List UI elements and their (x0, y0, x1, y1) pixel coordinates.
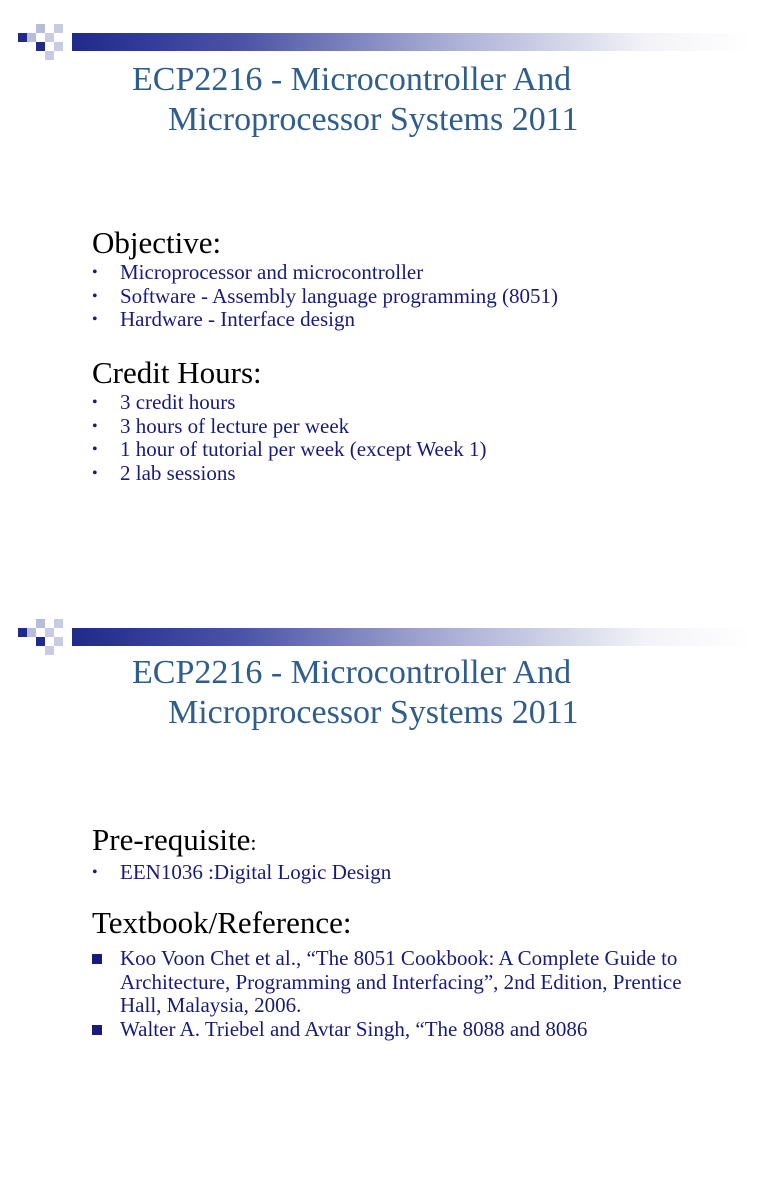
objective-list (92, 261, 732, 332)
slide-2 (0, 595, 768, 1190)
header-gradient-bar (72, 628, 752, 646)
prerequisite-list (92, 861, 732, 885)
list-item: • 2 lab sessions (92, 460, 236, 485)
header-squares (18, 22, 78, 66)
list-item: • 1 hour of tutorial per week (except Week 1) (92, 437, 487, 461)
title-line-1: ECP2216 - Microcontroller And (132, 654, 572, 691)
list-item: Walter A. Triebel and Avtar Singh, “The 8088 and 8086 (92, 1018, 722, 1042)
prerequisite-colon: : (250, 830, 257, 855)
header-gradient-bar (72, 33, 752, 51)
list-item: • Microprocessor and microcontroller (92, 260, 424, 284)
list-item: Koo Voon Chet et al., “The 8051 Cookbook: A Complete Guide to Architecture, Programming and Interfacing”, 2nd Edition, Prentice Hall, Malaysia, 2006. (92, 947, 722, 1018)
credit-hours-list (92, 391, 732, 485)
textbook-list (92, 947, 722, 1041)
prerequisite-heading: Pre-requisite: (92, 822, 257, 857)
bullet-icon: • (92, 287, 98, 305)
bullet-icon: • (92, 464, 98, 482)
header-squares (18, 617, 78, 661)
list-item: • Hardware - Interface design (92, 307, 355, 331)
list-item: • 3 credit hours (92, 390, 236, 414)
bullet-icon: • (92, 441, 98, 458)
bullet-icon: • (92, 394, 98, 411)
title-line-2: Microprocessor Systems 2011 (168, 694, 579, 731)
bullet-icon: • (92, 864, 98, 881)
bullet-icon: • (92, 311, 98, 328)
bullet-icon: • (92, 417, 98, 435)
title-line-1: ECP2216 - Microcontroller And (132, 61, 572, 98)
credit-hours-heading: Credit Hours: (92, 355, 262, 390)
bullet-icon: • (92, 264, 98, 281)
title-line-2: Microprocessor Systems 2011 (168, 101, 579, 138)
textbook-heading: Textbook/Reference: (92, 905, 352, 940)
list-item: • Software - Assembly language programming (8051) (92, 283, 558, 308)
list-item: • EEN1036 :Digital Logic Design (92, 860, 392, 884)
square-bullet-icon (92, 1025, 102, 1035)
slide-title (132, 653, 752, 733)
list-item: • 3 hours of lecture per week (92, 413, 350, 438)
slide-title (132, 60, 752, 140)
square-bullet-icon (92, 954, 102, 964)
objective-heading: Objective: (92, 225, 222, 260)
